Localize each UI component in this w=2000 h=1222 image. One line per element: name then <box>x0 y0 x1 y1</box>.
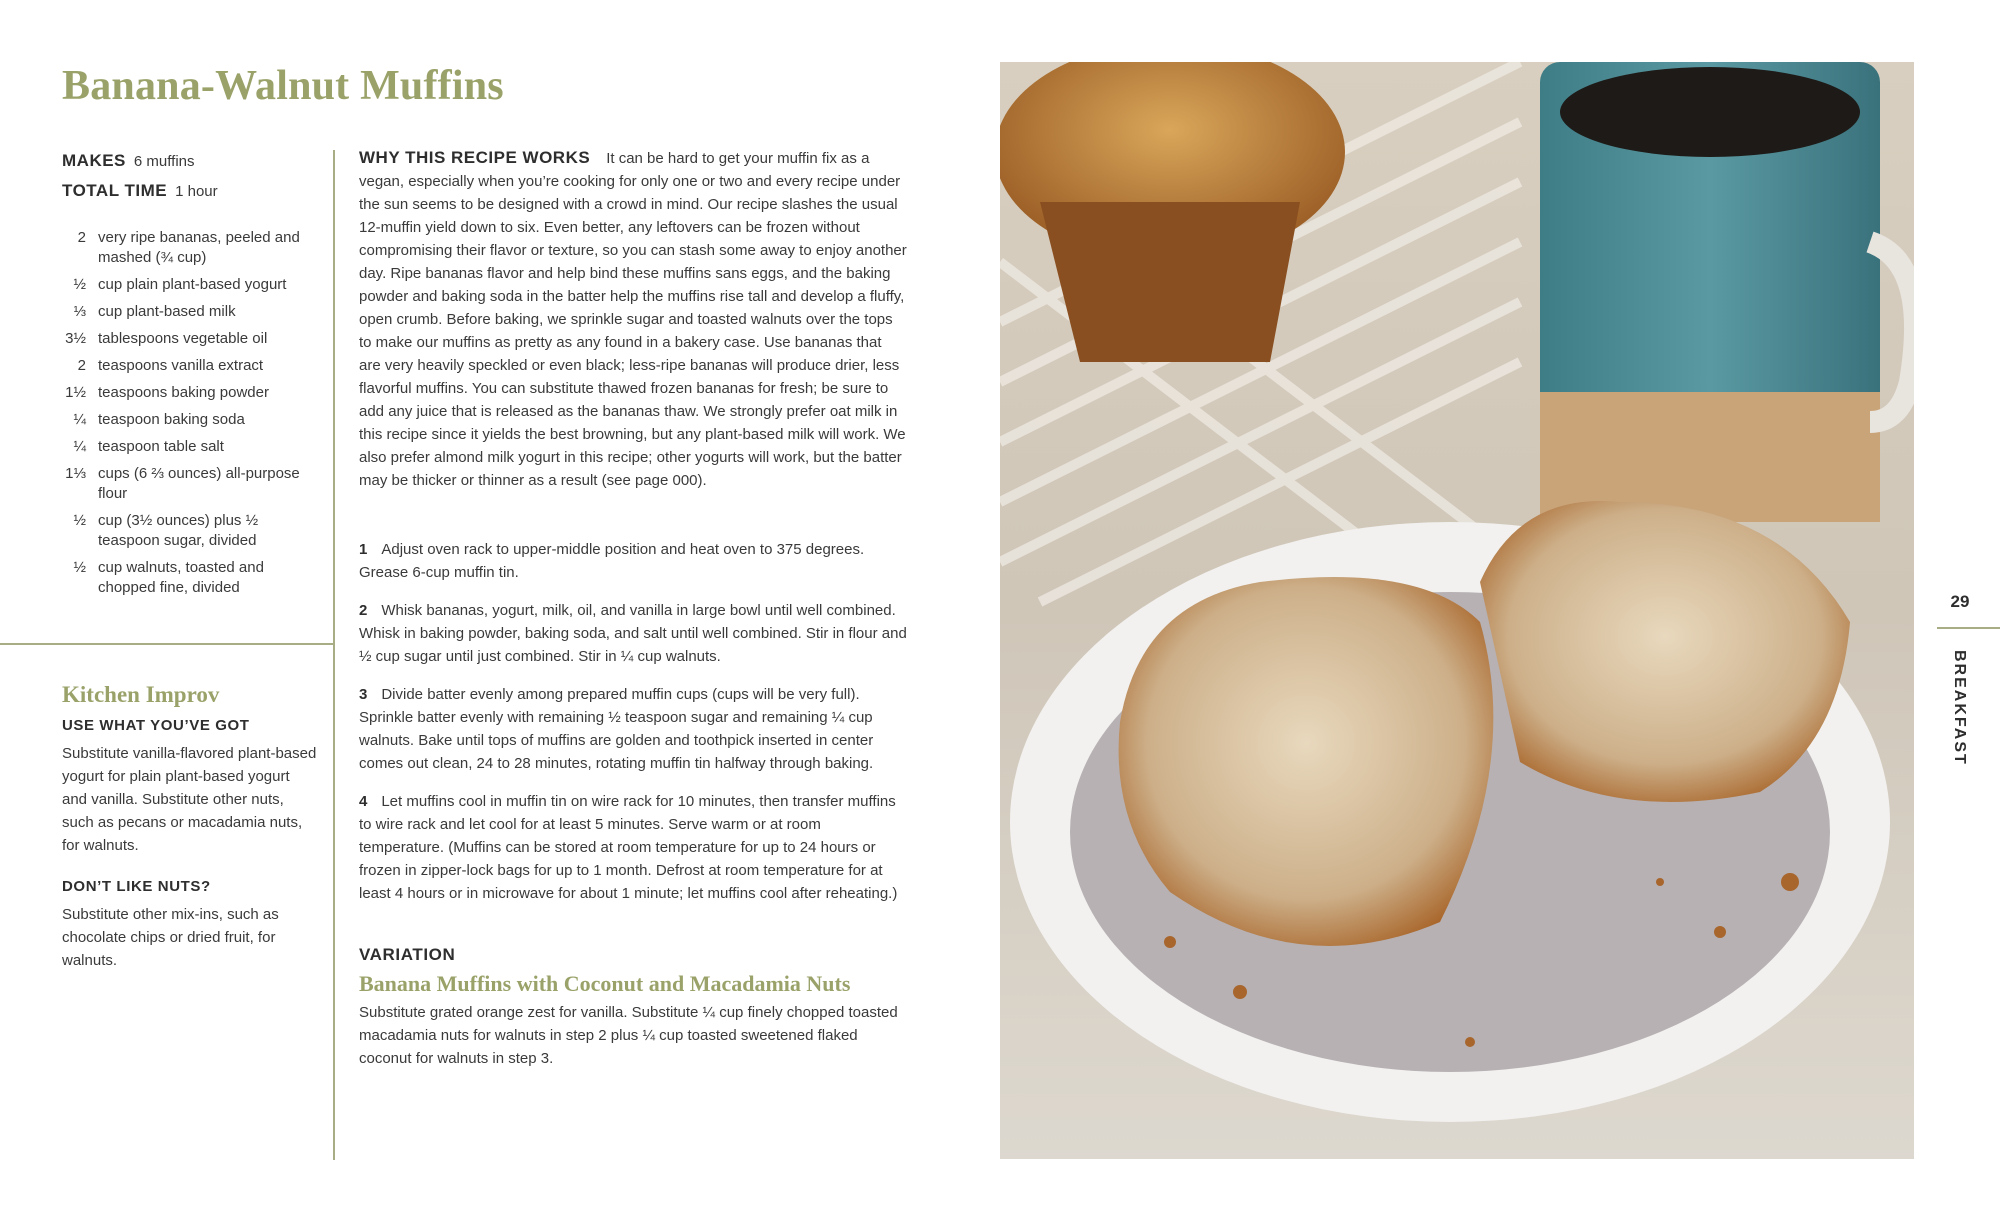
ingredient-qty: ¼ <box>73 411 86 428</box>
step-text: Adjust oven rack to upper-middle position and heat oven to 375 degrees. Grease 6-cup muffin tin. <box>359 541 865 581</box>
page-number: 29 <box>1950 592 1970 611</box>
step-text: Whisk bananas, yogurt, milk, oil, and vanilla in large bowl until well combined. Whisk in baking powder, baking soda, and salt until well combined. Stir in flour and ½ cup sugar until just combined. Stir in ¼ cup walnuts. <box>359 602 907 665</box>
ingredient-item <box>62 275 322 295</box>
improv-body: Substitute other mix-ins, such as chocolate chips or dried fruit, for walnuts. <box>62 906 279 969</box>
ingredient-item <box>62 228 322 268</box>
total-time-value: 1 hour <box>175 183 218 200</box>
why-label: WHY THIS RECIPE WORKS <box>359 148 591 167</box>
ingredient-item <box>62 329 322 349</box>
kitchen-improv-heading: Kitchen Improv <box>62 682 220 707</box>
ingredient-qty: ½ <box>73 559 86 576</box>
ingredient-item <box>62 511 322 551</box>
makes-row <box>62 146 218 176</box>
ingredient-desc: cup plant-based milk <box>98 303 236 320</box>
ingredient-desc: teaspoons baking powder <box>98 384 269 401</box>
step-text: Let muffins cool in muffin tin on wire rack for 10 minutes, then transfer muffins to wire rack and let cool for at least 5 minutes. Serve warm or at room temperature. (Muffins can be stored at room temperature for up to 24 hours or frozen in zipper-lock bags for up to 1 month. Defrost at room temperature for at least 4 hours or in microwave for about 1 minute; let muffins cool after reheating.) <box>359 793 898 902</box>
recipe-photo <box>1000 62 1914 1159</box>
ingredient-qty: 1⅓ <box>65 465 86 482</box>
step-item <box>359 683 907 775</box>
ingredient-item <box>62 464 322 504</box>
makes-label: MAKES <box>62 151 126 170</box>
ingredient-item <box>62 410 322 430</box>
improv-subheading: DON’T LIKE NUTS? <box>62 878 211 895</box>
ingredient-qty: 2 <box>77 357 86 374</box>
ingredient-desc: teaspoon table salt <box>98 438 224 455</box>
variation-title: Banana Muffins with Coconut and Macadamia Nuts <box>359 971 851 996</box>
recipe-title: Banana-Walnut Muffins <box>62 63 504 109</box>
ingredient-qty: 2 <box>77 229 86 246</box>
section-tab-rule <box>1937 627 2000 629</box>
step-item <box>359 599 907 668</box>
improv-subheading: USE WHAT YOU’VE GOT <box>62 717 250 734</box>
step-text: Divide batter evenly among prepared muffin cups (cups will be very full). Sprinkle batter evenly with remaining ½ teaspoon sugar and remaining ¼ cup walnuts. Bake until tops of muffins are golden and toothpick inserted in center comes out clean, 24 to 28 minutes, rotating muffin tin halfway through baking. <box>359 686 874 772</box>
ingredient-qty: 3½ <box>65 330 86 347</box>
ingredient-list <box>62 228 322 605</box>
why-this-recipe-works <box>359 146 907 492</box>
recipe-meta <box>62 146 218 206</box>
ingredient-item <box>62 383 322 403</box>
ingredient-qty: ½ <box>73 276 86 293</box>
ingredient-desc: very ripe bananas, peeled and mashed (¾ cup) <box>98 229 300 266</box>
ingredient-desc: teaspoons vanilla extract <box>98 357 264 374</box>
horizontal-divider <box>0 643 333 645</box>
ingredient-desc: tablespoons vegetable oil <box>98 330 268 347</box>
step-item <box>359 790 907 905</box>
ingredient-qty: 1½ <box>65 384 86 401</box>
ingredient-desc: cup plain plant-based yogurt <box>98 276 287 293</box>
muffin-photo-illustration <box>1000 62 1914 1159</box>
recipe-main-column <box>359 146 907 1070</box>
ingredient-item <box>62 356 322 376</box>
vertical-divider <box>333 150 335 1160</box>
kitchen-improv-sidebar <box>62 683 317 990</box>
ingredient-desc: cup walnuts, toasted and chopped fine, divided <box>98 559 264 596</box>
ingredient-qty: ⅓ <box>73 303 86 320</box>
method-steps <box>359 538 907 905</box>
ingredient-qty: ¼ <box>73 438 86 455</box>
variation-label: VARIATION <box>359 945 456 964</box>
section-tab-label: BREAKFAST <box>1951 650 1968 766</box>
ingredient-item <box>62 558 322 598</box>
ingredient-item <box>62 302 322 322</box>
ingredient-desc: teaspoon baking soda <box>98 411 245 428</box>
total-time-label: TOTAL TIME <box>62 181 168 200</box>
step-item <box>359 538 907 584</box>
ingredient-qty: ½ <box>73 512 86 529</box>
step-number: 4 <box>359 793 368 810</box>
total-time-row <box>62 176 218 206</box>
ingredient-desc: cups (6 ⅔ ounces) all-purpose flour <box>98 465 300 502</box>
improv-body: Substitute vanilla-flavored plant-based yogurt for plain plant-based yogurt and vanilla. Substitute other nuts, such as pecans or macadamia nuts, for walnuts. <box>62 745 317 854</box>
ingredient-desc: cup (3½ ounces) plus ½ teaspoon sugar, divided <box>98 512 259 549</box>
ingredient-item <box>62 437 322 457</box>
makes-value: 6 muffins <box>133 153 195 170</box>
step-number: 2 <box>359 602 368 619</box>
variation-body: Substitute grated orange zest for vanilla. Substitute ¼ cup finely chopped toasted macadamia nuts for walnuts in step 2 plus ¼ cup toasted sweetened flaked coconut for walnuts in step 3. <box>359 1004 898 1067</box>
step-number: 1 <box>359 541 368 558</box>
step-number: 3 <box>359 686 368 703</box>
variation-section <box>359 943 907 1070</box>
why-body: It can be hard to get your muffin fix as a vegan, especially when you’re cooking for only one or two and every recipe under the sun seems to be designed with a crowd in mind. Our recipe slashes the usual 12-muffin yield down to six. Even better, any leftovers can be frozen without compromising their flavor or texture, so you can stash some away to enjoy another day. Ripe bananas flavor and help bind these muffins sans eggs, and the baking powder and baking soda in the batter help the muffins rise tall and develop a fluffy, open crumb. Before baking, we sprinkle sugar and toasted walnuts over the tops to make our muffins as pretty as any found in a bakery case. Use bananas that are very heavily speckled or even black; less-ripe bananas will produce drier, less flavorful muffins. You can substitute thawed frozen bananas for fresh; be sure to add any juice that is released as the bananas thaw. We strongly prefer oat milk in this recipe since it yields the best browning, but any plant-based milk will work. We also prefer almond milk yogurt in this recipe; other yogurts will work, but the batter may be thicker or thinner as a result (see page 000). <box>359 150 907 489</box>
